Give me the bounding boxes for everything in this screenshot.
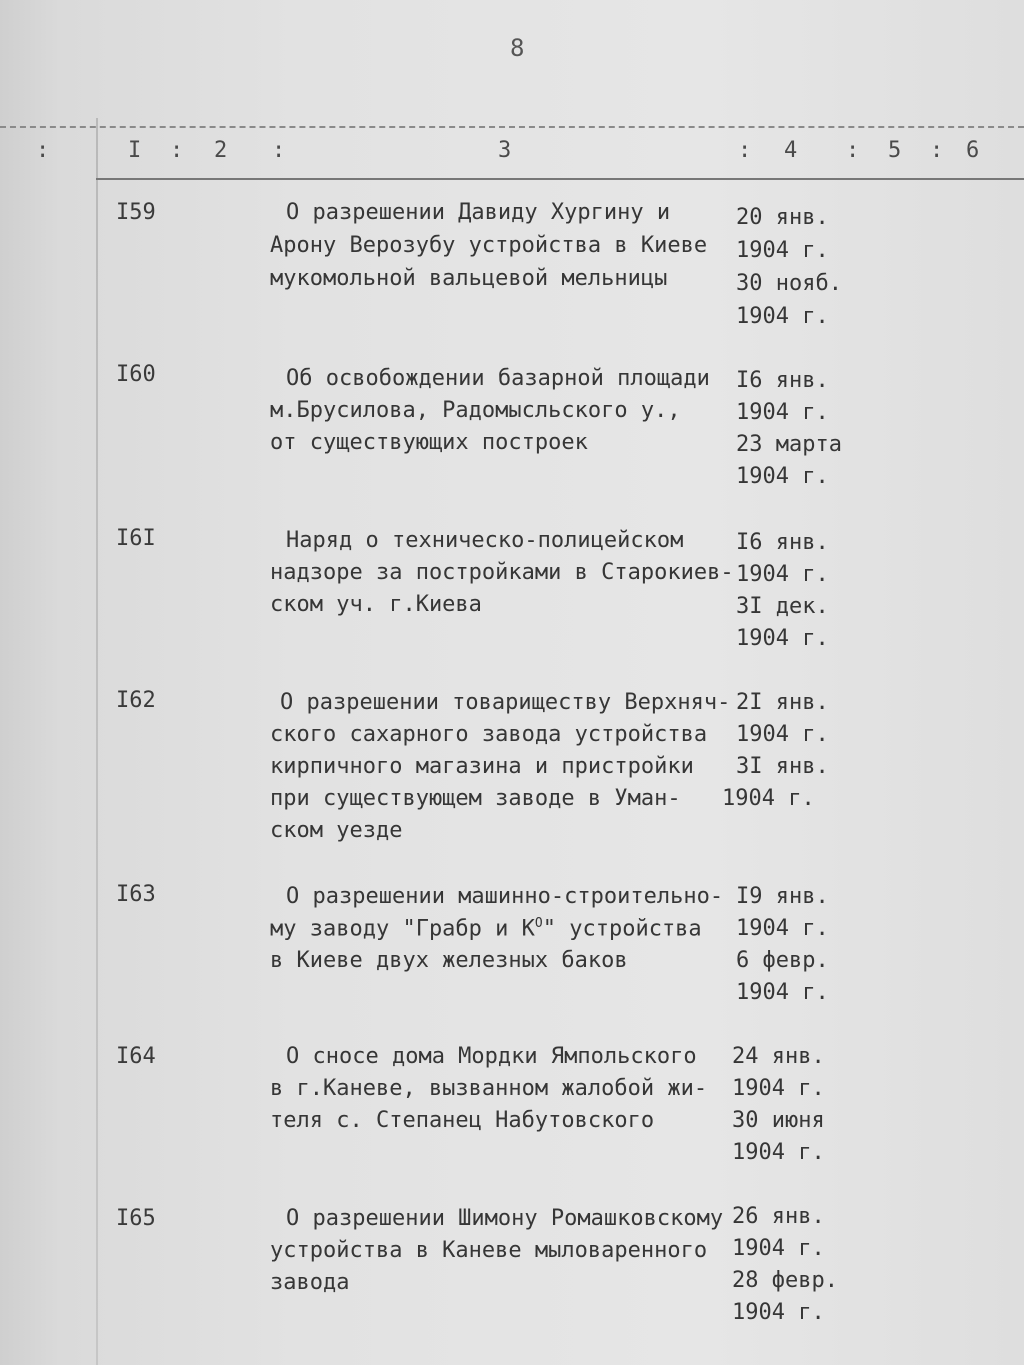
entry-date-line: 1904 г. (736, 980, 829, 1005)
entry-date-line: 30 июня (732, 1108, 825, 1133)
entry-date-line: 1904 г. (732, 1076, 825, 1101)
entry-date-line: 1904 г. (736, 464, 829, 489)
entry-date-line: 1904 г. (732, 1300, 825, 1325)
entry-number: I62 (116, 688, 156, 713)
entry-description-line: мукомольной вальцевой мельницы (270, 266, 668, 291)
header-bottom-rule (96, 178, 1024, 180)
header-col3: 3 (498, 138, 512, 163)
header-colon-left: : (36, 138, 50, 163)
entry-description-line: ском уезде (270, 818, 403, 843)
entry-date-line: 30 нояб. (736, 271, 842, 296)
entry-description-line (270, 916, 702, 941)
entry-description-line: в г.Каневе, вызванном жалобой жи- (270, 1076, 708, 1101)
entry-date-line: I6 янв. (736, 530, 829, 555)
header-col1: I (128, 138, 142, 163)
entry-date-line: 1904 г. (736, 562, 829, 587)
header-sep3: : (738, 138, 752, 163)
entry-number: I65 (116, 1206, 156, 1231)
entry-description-text: му заводу "Грабр и К (270, 916, 535, 942)
entry-date-line: 3I дек. (736, 594, 829, 619)
entry-description-line: завода (270, 1270, 350, 1295)
entry-description-line: устройства в Каневе мыловаренного (270, 1238, 708, 1263)
entry-date-line: 2I янв. (736, 690, 829, 715)
header-sep2: : (272, 138, 286, 163)
header-col5: 5 (888, 138, 902, 163)
header-col2: 2 (214, 138, 228, 163)
entry-description-line: при существующем заводе в Уман- (270, 786, 681, 811)
entry-number: I60 (116, 362, 156, 387)
entry-description-line: О разрешении товариществу Верхняч- (280, 690, 731, 715)
entry-description-line: м.Брусилова, Радомысльского у., (270, 398, 681, 423)
entry-description-line: ском уч. г.Киева (270, 592, 482, 617)
margin-line (96, 118, 98, 1365)
entry-date-line: 1904 г. (732, 1140, 825, 1165)
entry-date-line: 24 янв. (732, 1044, 825, 1069)
entry-description-text: " устройства (542, 916, 702, 942)
entry-date-line: 1904 г. (736, 722, 829, 747)
entry-date-line: 26 янв. (732, 1204, 825, 1229)
header-sep5: : (930, 138, 944, 163)
header-col4: 4 (784, 138, 798, 163)
entry-description-line: Наряд о техническо-полицейском (286, 528, 684, 553)
entry-date-line: 1904 г. (736, 304, 829, 329)
entry-description-line: Об освобождении базарной площади (286, 366, 710, 391)
entry-number: I63 (116, 882, 156, 907)
entry-number: I64 (116, 1044, 156, 1069)
entry-date-line: 1904 г. (732, 1236, 825, 1261)
header-sep4: : (846, 138, 860, 163)
entry-description-line: теля с. Степанец Набутовского (270, 1108, 655, 1133)
entry-date-line: 1904 г. (736, 400, 829, 425)
entry-description-line: кирпичного магазина и пристройки (270, 754, 694, 779)
entry-date-line: 28 февр. (732, 1268, 838, 1293)
entry-description-line: О разрешении Давиду Хургину и (286, 200, 671, 225)
entry-date-line: 23 марта (736, 432, 842, 457)
header-top-rule (0, 126, 1024, 128)
entry-description-line: О разрешении Шимону Ромашковскому (286, 1206, 724, 1231)
entry-description-line: от существующих построек (270, 430, 588, 455)
entry-date-line: I6 янв. (736, 368, 829, 393)
entry-description-line: Арону Верозубу устройства в Киеве (270, 233, 708, 258)
entry-description-line: надзоре за постройками в Старокиев- (270, 560, 734, 585)
entry-number: I59 (116, 200, 156, 225)
page-number: 8 (510, 34, 525, 62)
entry-date-line: 3I янв. (736, 754, 829, 779)
header-sep1: : (170, 138, 184, 163)
entry-description-line: О сносе дома Мордки Ямпольского (286, 1044, 697, 1069)
entry-date-line: 1904 г. (736, 238, 829, 263)
entry-date-line: I9 янв. (736, 884, 829, 909)
entry-description-line: О разрешении машинно-строительно- (286, 884, 724, 909)
entry-description-line: в Киеве двух железных баков (270, 948, 628, 973)
superscript: О (534, 916, 543, 931)
entry-date-line: 1904 г. (736, 626, 829, 651)
entry-number: I6I (116, 526, 156, 551)
entry-description-line: ского сахарного завода устройства (270, 722, 708, 747)
entry-date-line: 1904 г. (736, 916, 829, 941)
entry-date-line: 20 янв. (736, 205, 829, 230)
header-col6: 6 (966, 138, 980, 163)
entry-date-line: 6 февр. (736, 948, 829, 973)
entry-date-line: 1904 г. (722, 786, 815, 811)
